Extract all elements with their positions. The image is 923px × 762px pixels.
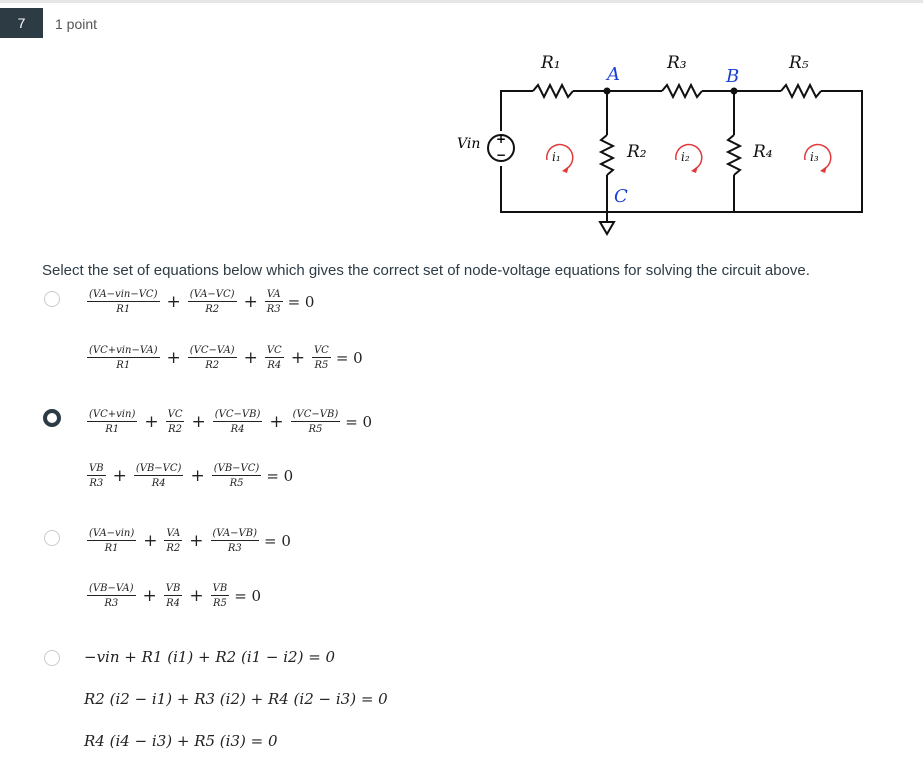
resistor-r2	[601, 135, 613, 175]
label-i2: i₂	[681, 150, 690, 164]
question-points: 1 point	[55, 16, 98, 32]
option-1-radio[interactable]	[44, 291, 60, 307]
option-1-eq1: $\frac{\text{(VA−vin−VC)}}{R1}$ + $\frac{(VA-VC)}{R2}$ + $\frac{VA}{R3}$ = 0	[89, 289, 315, 315]
resistor-r4	[728, 135, 740, 175]
node-b-dot	[731, 88, 738, 95]
label-node-b: B	[726, 66, 740, 87]
source-plus-sign: +	[495, 132, 507, 146]
top-divider	[0, 0, 923, 3]
resistor-r5	[781, 85, 821, 97]
top-wire	[501, 91, 533, 131]
label-node-a: A	[607, 64, 620, 85]
resistor-r3	[662, 85, 702, 97]
source-minus-sign: −	[495, 148, 507, 162]
label-r3: R₃	[667, 53, 687, 73]
label-r4: R₄	[753, 142, 773, 162]
option-2-eq1: $\frac{\text{(VC+vin)}}{R1}$ + $\frac{VC}{R2}$ + $\frac{(VC-VB)}{R4}$ + $\frac{(VC-VB)}{R5}$ = 0	[89, 409, 373, 435]
circuit-diagram	[440, 40, 880, 250]
source-label: Vin	[457, 136, 481, 152]
ground-symbol	[600, 222, 614, 234]
option-3-eq2: $\frac{(VB-VA)}{R3}$ + $\frac{VB}{R4}$ + $\frac{VB}{R5}$ = 0	[89, 583, 262, 609]
option-3-radio[interactable]	[44, 530, 60, 546]
label-r2: R₂	[627, 142, 647, 162]
option-4-line2: R2 (i2 − i1) + R3 (i2) + R4 (i2 − i3) = 0	[84, 690, 388, 708]
question-prompt: Select the set of equations below which gives the correct set of node-voltage equations for solving the circuit above.	[42, 262, 810, 279]
option-3-eq1: $\frac{\text{(VA−vin)}}{R1}$ + $\frac{VA}{R2}$ + $\frac{(VA-VB)}{R3}$ = 0	[89, 528, 291, 554]
label-node-c: C	[614, 186, 628, 207]
option-4-line1: −vin + R1 (i1) + R2 (i1 − i2) = 0	[84, 648, 336, 666]
resistor-r1	[533, 85, 573, 97]
option-4-radio[interactable]	[44, 650, 60, 666]
label-i3: i₃	[810, 150, 819, 164]
option-4-line3: R4 (i4 − i3) + R5 (i3) = 0	[84, 732, 278, 750]
label-i1: i₁	[552, 150, 561, 164]
question-number-badge: 7	[0, 8, 43, 38]
label-r1: R₁	[541, 53, 561, 73]
option-2-eq2: $\frac{VB}{R3}$ + $\frac{(VB-VC)}{R4}$ + $\frac{(VB-VC)}{R5}$ = 0	[89, 463, 294, 489]
option-2-radio[interactable]	[43, 409, 61, 427]
option-1-eq2: $\frac{\text{(VC+vin−VA)}}{R1}$ + $\frac{(VC-VA)}{R2}$ + $\frac{VC}{R4}$ + $\frac{VC}{R5}$ = 0	[89, 345, 363, 371]
label-r5: R₅	[789, 53, 809, 73]
node-a-dot	[604, 88, 611, 95]
